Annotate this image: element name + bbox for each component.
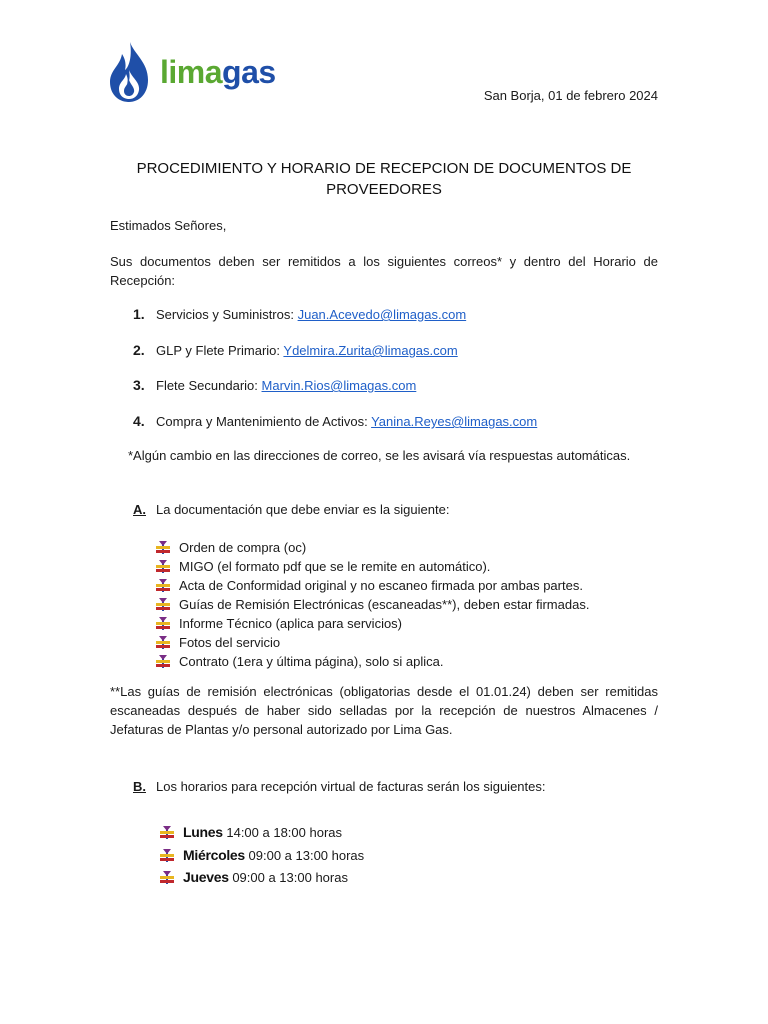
list-item [156, 614, 589, 633]
bullet-arrow-icon [156, 617, 170, 630]
list-item-text: Informe Técnico (aplica para servicios) [179, 616, 403, 631]
bullet-arrow-icon [156, 541, 170, 554]
contact-label: Compra y Mantenimiento de Activos: [156, 414, 372, 429]
email-link[interactable]: Yanina.Reyes@limagas.com [371, 414, 538, 429]
list-item [156, 633, 589, 652]
flame-icon [108, 40, 154, 104]
contact-label: Servicios y Suministros: [156, 307, 298, 322]
contact-item [133, 342, 458, 358]
document-title [110, 158, 658, 200]
email-link[interactable]: Marvin.Rios@limagas.com [261, 378, 417, 393]
schedule-hours: 09:00 a 13:00 horas [232, 870, 348, 885]
contact-item [133, 377, 416, 393]
document-date: San Borja, 01 de febrero 2024 [483, 88, 658, 103]
bullet-arrow-icon [160, 826, 174, 839]
bullet-arrow-icon [156, 560, 170, 573]
logo-wordmark [160, 54, 276, 91]
list-item [156, 576, 589, 595]
list-number: 3. [133, 377, 145, 393]
list-item [156, 538, 589, 557]
section-heading-text: Los horarios para recepción virtual de facturas serán los siguientes: [156, 779, 546, 794]
contact-item [133, 306, 466, 322]
section-letter: A. [133, 502, 146, 517]
schedule-day: Jueves [183, 869, 229, 885]
section-a-heading [133, 502, 449, 517]
schedule-item [160, 847, 364, 863]
title-line-2: PROVEEDORES [326, 181, 442, 198]
list-item [156, 557, 589, 576]
company-logo [108, 40, 288, 104]
bullet-arrow-icon [156, 598, 170, 611]
list-item-text: Contrato (1era y última página), solo si aplica. [179, 654, 444, 669]
schedule-item [160, 869, 348, 885]
schedule-hours: 14:00 a 18:00 horas [226, 825, 343, 840]
remission-note: **Las guías de remisión electrónicas (obligatorias desde el 01.01.24) deben ser remitidas escaneadas después de haber sido selladas por la recepción de nuestros Almacenes / Jefaturas de Plantas y/o personal autorizado por Lima Gas. [110, 684, 658, 737]
contact-item [133, 413, 537, 429]
contact-label: GLP y Flete Primario: [156, 343, 284, 358]
email-link[interactable]: Ydelmira.Zurita@limagas.com [283, 343, 458, 358]
contacts-note: *Algún cambio en las direcciones de correo, se les avisará vía respuestas automáticas. [128, 448, 631, 463]
section-heading-text: La documentación que debe enviar es la siguiente: [156, 502, 450, 517]
list-item-text: MIGO (el formato pdf que se le remite en automático). [179, 559, 491, 574]
list-item-text: Fotos del servicio [179, 635, 281, 650]
list-item-text: Acta de Conformidad original y no escaneo firmada por ambas partes. [179, 578, 583, 593]
schedule-hours: 09:00 a 13:00 horas [248, 848, 365, 863]
list-number: 4. [133, 413, 145, 429]
list-item [156, 652, 589, 671]
document-requirements-list [156, 538, 589, 671]
list-item-text: Orden de compra (oc) [179, 540, 307, 555]
list-number: 2. [133, 342, 145, 358]
title-line-1: PROCEDIMIENTO Y HORARIO DE RECEPCION DE DOCUMENTOS DE [136, 160, 632, 177]
bullet-arrow-icon [156, 636, 170, 649]
bullet-arrow-icon [160, 871, 174, 884]
section-b-heading [133, 779, 546, 794]
list-item-text: Guías de Remisión Electrónicas (escaneadas**), deben estar firmadas. [179, 597, 590, 612]
logo-part-gas: gas [222, 54, 276, 90]
intro-paragraph: Sus documentos deben ser remitidos a los siguientes correos* y dentro del Horario de Recepción: [110, 254, 658, 288]
logo-part-lima: lima [160, 54, 223, 90]
list-item [156, 595, 589, 614]
greeting: Estimados Señores, [110, 218, 227, 233]
bullet-arrow-icon [160, 849, 174, 862]
section-letter: B. [133, 779, 146, 794]
schedule-day: Lunes [183, 824, 223, 840]
schedule-day: Miércoles [183, 847, 245, 863]
schedule-item [160, 824, 342, 840]
contact-label: Flete Secundario: [156, 378, 262, 393]
list-number: 1. [133, 306, 145, 322]
bullet-arrow-icon [156, 655, 170, 668]
bullet-arrow-icon [156, 579, 170, 592]
email-link[interactable]: Juan.Acevedo@limagas.com [297, 307, 467, 322]
